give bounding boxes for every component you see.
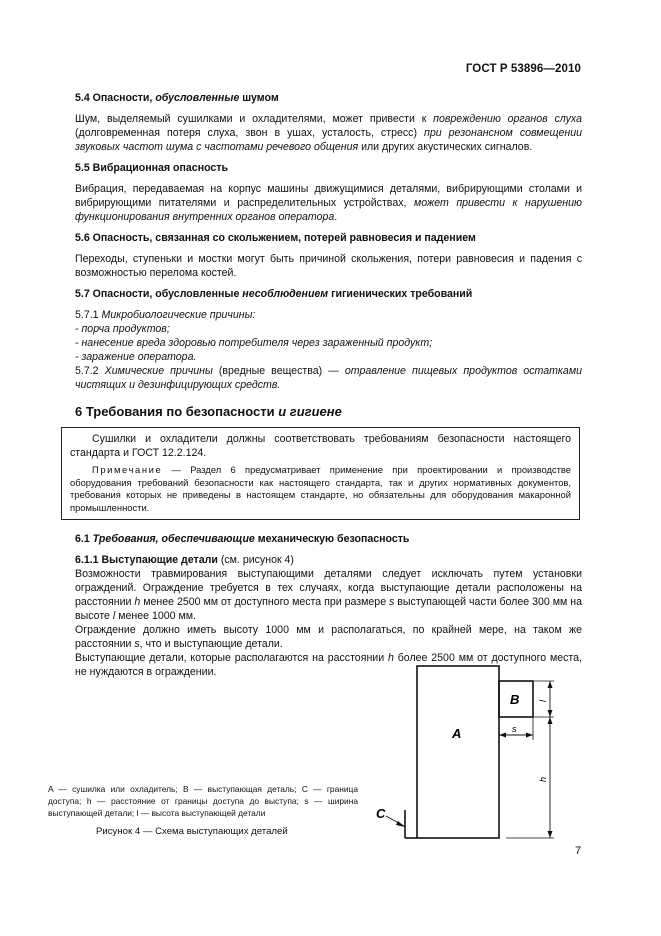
standard-number: ГОСТ Р 53896—2010 (465, 63, 581, 75)
section-6-1-1-p3: Выступающие детали, которые располагаются на расстоянии h более 2500 мм от доступного места, не нуждаются в ограждении. (75, 652, 582, 679)
section-5-5-title: 5.5 Вибрационная опасность (75, 162, 229, 174)
section-5-7-2: 5.7.2 Химические причины (вредные вещества) — отравление пищевых продуктов остатками чистящих и дезинфицирующих средств. (75, 365, 582, 391)
section-6-1-title: 6.1 Требования, обеспечивающие механическую безопасность (75, 533, 410, 546)
section-5-7-1: 5.7.1 Микробиологические причины: (75, 309, 256, 321)
requirements-text: Сушилки и охладители должны соответствовать требованиям безопасности настоящего стандарта и ГОСТ 12.2.124. (70, 433, 571, 459)
section-6-title: 6 Требования по безопасности и гигиене (75, 404, 342, 419)
label-a: A (452, 726, 462, 741)
section-5-6-text: Переходы, ступеньки и мостки могут быть причиной скольжения, потери равновесия и падения с возможностью перелома костей. (75, 253, 582, 279)
requirements-box (61, 427, 580, 520)
page-number: 7 (575, 845, 582, 857)
label-s: s (512, 724, 517, 734)
label-b: B (510, 692, 520, 707)
figure-4-diagram (360, 660, 590, 850)
label-c: C (376, 806, 386, 821)
section-5-4-title: 5.4 Опасности, обусловленные шумом (75, 92, 279, 104)
figure-legend: A — сушилка или охладитель; B — выступающая деталь; C — граница доступа; h — расстояние от границы доступа до выступа; s — ширина выступающей детали; l — высота выступающей детали (48, 784, 358, 818)
figure-caption: Рисунок 4 — Схема выступающих деталей (96, 826, 288, 837)
section-5-6-title: 5.6 Опасность, связанная со скольжением, потерей равновесия и падением (75, 232, 476, 244)
section-5-7-title: 5.7 Опасности, обусловленные несоблюдением гигиенических требований (75, 288, 473, 300)
section-6-1-1-p2: Ограждение должно иметь высоту 1000 мм и располагаться, по крайней мере, на таком же расстоянии s, что и выступающие детали. (75, 624, 582, 651)
list-item: - порча продуктов; (75, 323, 170, 335)
section-6-1-1-p1: Возможности травмирования выступающими деталями следует исключать путем установки ограждений. Ограждение требуется в тех случаях, когда выступающие детали расположены на расстоянии h менее 2500 мм от доступного места при размере s выступающей части более 300 мм на высоте l менее 1000 мм. (75, 568, 582, 623)
label-h: h (538, 776, 548, 782)
list-item: - заражение оператора. (75, 351, 197, 363)
dryer-body (417, 666, 499, 838)
section-5-5-text: Вибрация, передаваемая на корпус машины движущимися деталями, вибрирующими столами и вибрирующими питателями и распределительных устройствах, может привести к нарушению функционирования внутренних органов оператора. (75, 183, 582, 223)
note-label: Примечание (92, 464, 163, 475)
note-text: Примечание — Раздел 6 предусматривает применение при проектировании и производстве оборудования требований безопасности как настоящего стандарта, так и других нормативных документов, требования которых не приведены в настоящем стандарте, но обязательны для оборудования макаронной промышленности. (70, 464, 571, 513)
label-l: l (538, 700, 548, 702)
list-item: - нанесение вреда здоровью потребителя через зараженный продукт; (75, 337, 433, 349)
section-5-4-text: Шум, выделяемый сушилками и охладителями, может привести к повреждению органов слуха (долговременная потеря слуха, звон в ушах, усталость, стресс) при резонансном совмещении звуковых частот шума с частотами речевого общения или других акустических сигналов. (75, 113, 583, 153)
section-6-1-1-title: 6.1.1 Выступающие детали (см. рисунок 4) (75, 554, 294, 567)
main-content (70, 91, 583, 679)
